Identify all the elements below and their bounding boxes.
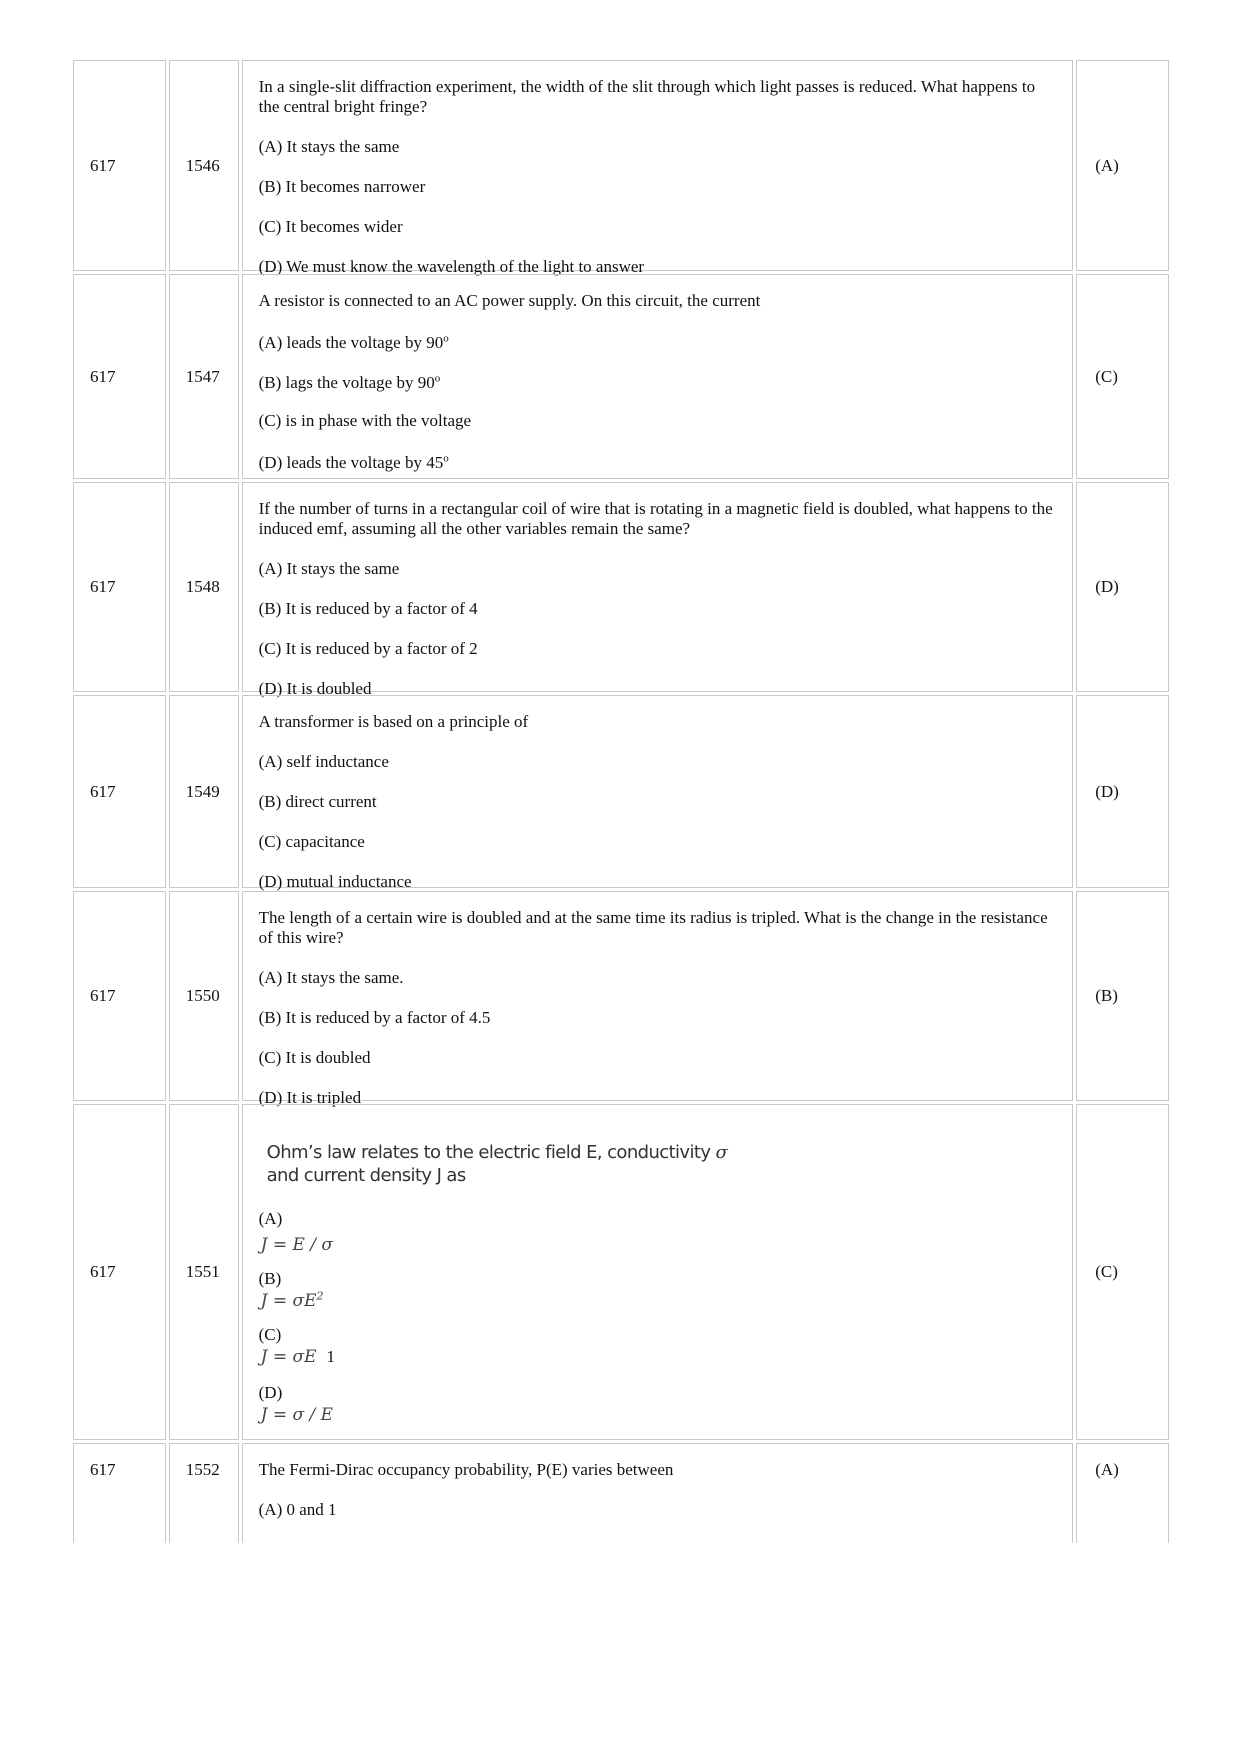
question-number: 1546 bbox=[169, 60, 239, 271]
option-a: (A) 0 and 1 bbox=[258, 1500, 337, 1519]
option-a: (A) bbox=[258, 1209, 283, 1228]
answer-key: (D) bbox=[1076, 695, 1169, 888]
table-row bbox=[73, 1104, 1169, 1440]
subject-code: 617 bbox=[73, 274, 166, 479]
option-a: (A) leads the voltage by 90$^o$ bbox=[258, 332, 449, 352]
subject-code: 617 bbox=[73, 1443, 166, 1543]
answer-key: (B) bbox=[1076, 891, 1169, 1101]
option-a: (A) It stays the same bbox=[258, 559, 400, 578]
option-c: (C) It is reduced by a factor of 2 bbox=[258, 639, 478, 658]
question-table bbox=[73, 60, 1169, 1546]
table-row bbox=[73, 1443, 1169, 1543]
question-text: A transformer is based on a principle of bbox=[258, 712, 529, 731]
option-d: (D) We must know the wavelength of the light to answer bbox=[258, 257, 645, 276]
formula-c-suffix: 1 bbox=[326, 1347, 336, 1366]
question-cell bbox=[242, 60, 1074, 276]
formula-a: J = E / σ bbox=[260, 1235, 334, 1255]
option-b: (B) lags the voltage by 90$^o$ bbox=[258, 372, 441, 392]
option-c: (C) capacitance bbox=[258, 832, 365, 851]
degree-sup: o bbox=[443, 332, 449, 345]
subject-code: 617 bbox=[73, 695, 166, 888]
option-b: (B) direct current bbox=[258, 792, 377, 811]
question-text: In a single-slit diffraction experiment, the width of the slit through which light passes is reduced. What happens to the central bright fringe? bbox=[258, 77, 1036, 116]
formula-b-exponent: 2 bbox=[316, 1289, 324, 1303]
option-d: (D) leads the voltage by 45$^o$ bbox=[258, 452, 449, 472]
option-d: (D) mutual inductance bbox=[258, 872, 412, 891]
option-b: (B) It becomes narrower bbox=[258, 177, 426, 196]
table-row bbox=[73, 891, 1169, 1107]
sigma-symbol: σ bbox=[715, 1142, 728, 1163]
table-row bbox=[73, 274, 1169, 479]
question-line-1: Ohm’s law relates to the electric field E, conductivity bbox=[266, 1142, 711, 1163]
question-number: 1547 bbox=[169, 274, 239, 479]
question-number: 1549 bbox=[169, 695, 239, 888]
question-cell bbox=[242, 891, 1074, 1107]
option-d: (D) bbox=[258, 1383, 283, 1402]
table-row bbox=[73, 482, 1169, 698]
question-text: The length of a certain wire is doubled and at the same time its radius is tripled. What is the change in the resistance of this wire? bbox=[258, 908, 1048, 947]
option-b: (B) It is reduced by a factor of 4 bbox=[258, 599, 478, 618]
question-number: 1550 bbox=[169, 891, 239, 1101]
option-a: (A) self inductance bbox=[258, 752, 389, 771]
option-c: (C) It becomes wider bbox=[258, 217, 403, 236]
question-text: If the number of turns in a rectangular coil of wire that is rotating in a magnetic field is doubled, what happens to the induced emf, assuming all the other variables remain the same? bbox=[258, 499, 1053, 538]
option-c: (C) bbox=[258, 1325, 282, 1344]
question-cell bbox=[242, 695, 1074, 891]
answer-key: (A) bbox=[1076, 1443, 1169, 1543]
question-number: 1552 bbox=[169, 1443, 239, 1543]
question-text: The Fermi-Dirac occupancy probability, P(E) varies between bbox=[258, 1460, 674, 1479]
subject-code: 617 bbox=[73, 60, 166, 271]
formula-c: J = σE 1 bbox=[260, 1347, 336, 1367]
question-image bbox=[259, 1105, 1057, 1187]
formula-d: J = σ / E bbox=[260, 1405, 334, 1425]
question-cell bbox=[242, 482, 1074, 698]
answer-key: (A) bbox=[1076, 60, 1169, 271]
question-cell bbox=[242, 1443, 1074, 1543]
question-number: 1548 bbox=[169, 482, 239, 692]
question-line-2: and current density J as bbox=[266, 1165, 466, 1186]
question-text: A resistor is connected to an AC power supply. On this circuit, the current bbox=[258, 291, 761, 310]
formula-b: $J = \sigma E^2$ bbox=[260, 1289, 324, 1311]
degree-sup: o bbox=[443, 452, 449, 465]
option-c: (C) It is doubled bbox=[258, 1048, 371, 1067]
option-c: (C) is in phase with the voltage bbox=[258, 411, 472, 430]
subject-code: 617 bbox=[73, 482, 166, 692]
option-d: (D) It is tripled bbox=[258, 1088, 362, 1107]
answer-key: (D) bbox=[1076, 482, 1169, 692]
subject-code: 617 bbox=[73, 1104, 166, 1440]
option-b: (B) It is reduced by a factor of 4.5 bbox=[258, 1008, 491, 1027]
option-a: (A) It stays the same. bbox=[258, 968, 404, 987]
option-b: (B) bbox=[258, 1269, 282, 1288]
table-row bbox=[73, 60, 1169, 276]
question-number: 1551 bbox=[169, 1104, 239, 1440]
subject-code: 617 bbox=[73, 891, 166, 1101]
question-cell bbox=[242, 1104, 1074, 1440]
option-a: (A) It stays the same bbox=[258, 137, 400, 156]
degree-sup: o bbox=[434, 372, 441, 385]
table-row bbox=[73, 695, 1169, 891]
answer-key: (C) bbox=[1076, 274, 1169, 479]
option-d: (D) It is doubled bbox=[258, 679, 372, 698]
question-cell bbox=[242, 274, 1074, 479]
answer-key: (C) bbox=[1076, 1104, 1169, 1440]
